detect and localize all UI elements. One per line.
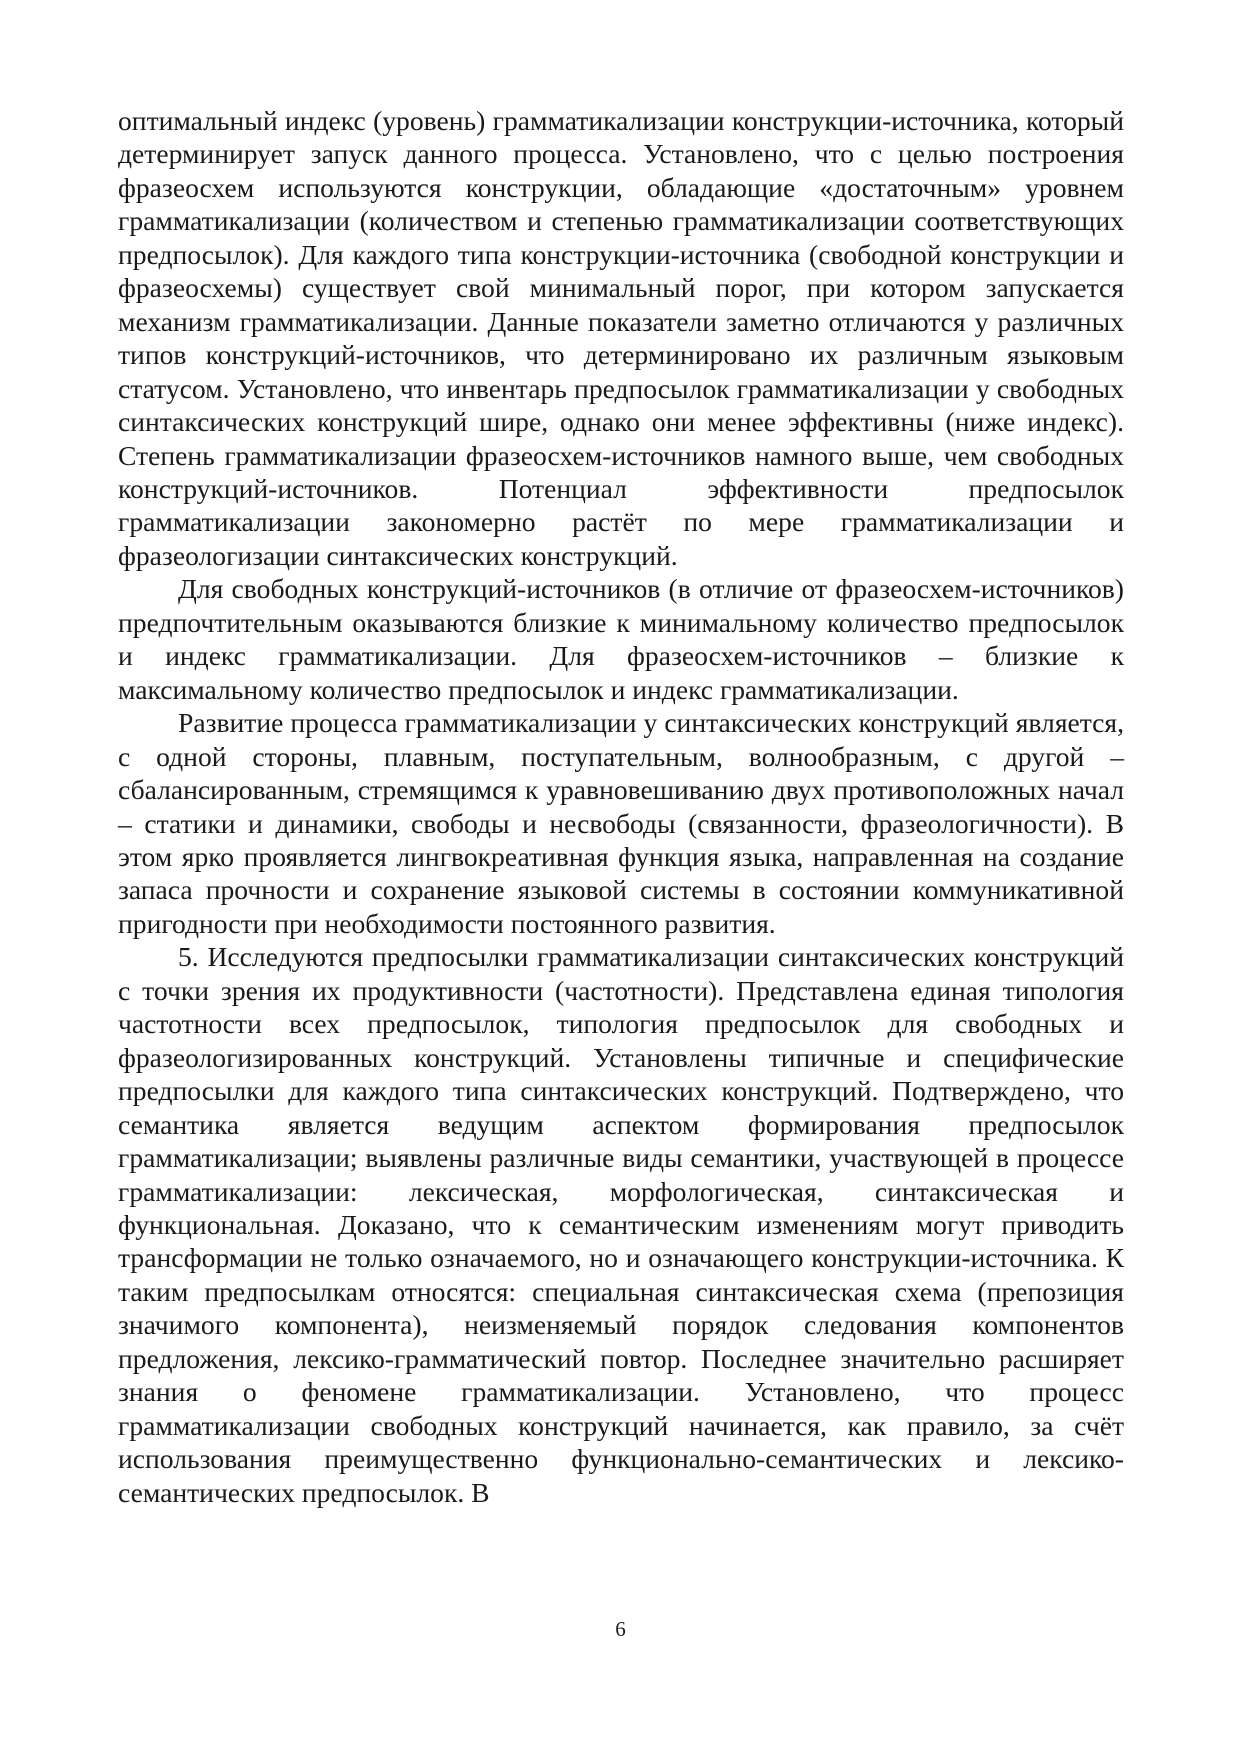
paragraph-3: Развитие процесса грамматикализации у синтаксических конструкций является, с одной стороны, плавным, поступательным, волнообразным, с другой – сбалансированным, стремящимся к уравновешиванию двух противоположных начал – статики и динамики, свободы и несвободы (связанности, фразеологичности). В этом ярко проявляется лингвокреативная функция языка, направленная на создание запаса прочности и сохранение языковой системы в состоянии коммуникативной пригодности при необходимости постоянного развития. [118,707,1124,939]
paragraph-4: 5. Исследуются предпосылки грамматикализации синтаксических конструкций с точки зрения их продуктивности (частотности). Представлена единая типология частотности всех предпосылок, типология предпосылок для свободных и фразеологизированных конструкций. Установлены типичные и специфические предпосылки для каждого типа синтаксических конструкций. Подтверждено, что семантика является ведущим аспектом формирования предпосылок грамматикализации; выявлены различные виды семантики, участвующей в процессе грамматикализации: лексическая, морфологическая, синтаксическая и функциональная. Доказано, что к семантическим изменениям могут приводить трансформации не только означаемого, но и означающего конструкции-источника. К таким предпосылкам относятся: специальная синтаксическая схема (препозиция значимого компонента), неизменяемый порядок следования компонентов предложения, лексико-грамматический повтор. Последнее значительно расширяет знания о феномене грамматикализации. Установлено, что процесс грамматикализации свободных конструкций начинается, как правило, за счёт использования преимущественно функционально-семантических и лексико-семантических предпосылок. В [118,941,1124,1508]
paragraph-1: оптимальный индекс (уровень) грамматикализации конструкции-источника, который детерминирует запуск данного процесса. Установлено, что с целью построения фразеосхем используются конструкции, обладающие «достаточным» уровнем грамматикализации (количеством и степенью грамматикализации соответствующих предпосылок). Для каждого типа конструкции-источника (свободной конструкции и фразеосхемы) существует свой минимальный порог, при котором запускается механизм грамматикализации. Данные показатели заметно отличаются у различных типов конструкций-источников, что детерминировано их различным языковым статусом. Установлено, что инвентарь предпосылок грамматикализации у свободных синтаксических конструкций шире, однако они менее эффективны (ниже индекс). Степень грамматикализации фразеосхем-источников намного выше, чем свободных конструкций-источников. Потенциал эффективности предпосылок грамматикализации закономерно растёт по мере грамматикализации и фразеологизации синтаксических конструкций. [118,105,1124,571]
body-text [118,104,1124,1509]
paragraph-2: Для свободных конструкций-источников (в отличие от фразеосхем-источников) предпочтительным оказываются близкие к минимальному количество предпосылок и индекс грамматикализации. Для фразеосхем-источников – близкие к максимальному количество предпосылок и индекс грамматикализации. [118,573,1124,705]
page-number: 6 [615,1617,626,1641]
